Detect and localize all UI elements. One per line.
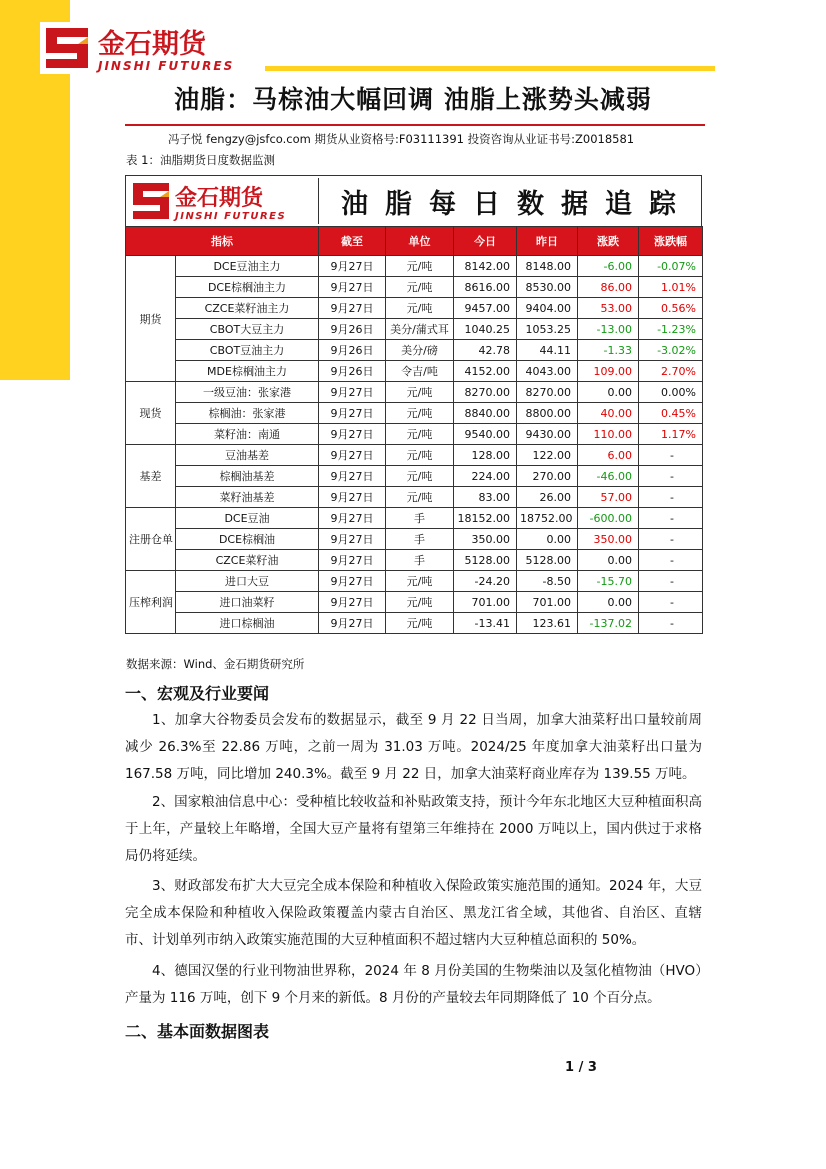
cell-date: 9月27日 bbox=[319, 445, 386, 466]
cell-date: 9月26日 bbox=[319, 361, 386, 382]
cell-change: 0.00 bbox=[578, 592, 639, 613]
cell-unit: 手 bbox=[386, 508, 454, 529]
cell-pct: - bbox=[639, 571, 703, 592]
cell-change: 0.00 bbox=[578, 550, 639, 571]
cell-yesterday: 8800.00 bbox=[517, 403, 578, 424]
table-logo-text-cn: 金石期货 bbox=[175, 186, 264, 211]
cell-indicator: MDE棕榈油主力 bbox=[176, 361, 319, 382]
cell-indicator: DCE棕榈油 bbox=[176, 529, 319, 550]
cell-date: 9月26日 bbox=[319, 319, 386, 340]
cell-yesterday: 701.00 bbox=[517, 592, 578, 613]
cell-yesterday: 0.00 bbox=[517, 529, 578, 550]
cell-pct: - bbox=[639, 508, 703, 529]
cell-unit: 美分/蒲式耳 bbox=[386, 319, 454, 340]
cell-indicator: CBOT豆油主力 bbox=[176, 340, 319, 361]
cell-date: 9月27日 bbox=[319, 592, 386, 613]
section-heading-news: 一、宏观及行业要闻 bbox=[125, 684, 270, 703]
cell-today: 9540.00 bbox=[454, 424, 517, 445]
cell-yesterday: -8.50 bbox=[517, 571, 578, 592]
row-group-label: 基差 bbox=[126, 445, 176, 508]
row-group-label: 压榨利润 bbox=[126, 571, 176, 634]
cell-change: 110.00 bbox=[578, 424, 639, 445]
cell-pct: 0.00% bbox=[639, 382, 703, 403]
table-body bbox=[126, 256, 703, 634]
cell-change: 350.00 bbox=[578, 529, 639, 550]
cell-pct: -3.02% bbox=[639, 340, 703, 361]
cell-change: 109.00 bbox=[578, 361, 639, 382]
cell-today: 8616.00 bbox=[454, 277, 517, 298]
cell-today: 350.00 bbox=[454, 529, 517, 550]
cell-yesterday: 4043.00 bbox=[517, 361, 578, 382]
logo-text-cn: 金石期货 bbox=[98, 29, 206, 60]
cell-unit: 手 bbox=[386, 550, 454, 571]
table-row bbox=[126, 277, 703, 298]
cell-today: 224.00 bbox=[454, 466, 517, 487]
table-row bbox=[126, 613, 703, 634]
cell-unit: 元/吨 bbox=[386, 592, 454, 613]
cell-unit: 手 bbox=[386, 529, 454, 550]
table-logo bbox=[126, 178, 319, 224]
news-paragraph-2: 2、国家粮油信息中心：受种植比较收益和补贴政策支持，预计今年东北地区大豆种植面积高于上年，产量较上年略增，全国大豆产量将有望第三年维持在 2000 万吨以上，国内供过于求格局仍将延续。 bbox=[125, 794, 702, 864]
cell-yesterday: 8270.00 bbox=[517, 382, 578, 403]
cell-today: 8840.00 bbox=[454, 403, 517, 424]
news-paragraph-1: 1、加拿大谷物委员会发布的数据显示，截至 9 月 22 日当周，加拿大油菜籽出口量较前周减少 26.3%至 22.86 万吨，之前一周为 31.03 万吨。2024/25 年度加拿大油菜籽出口量为 167.58 万吨，同比增加 240.3%。截至 9 月 22 日，加拿大油菜籽商业库存为 139.55 万吨。 bbox=[125, 712, 702, 782]
col-header-change: 涨跌 bbox=[578, 227, 639, 256]
cell-date: 9月27日 bbox=[319, 529, 386, 550]
cell-pct: - bbox=[639, 550, 703, 571]
row-group-label: 注册仓单 bbox=[126, 508, 176, 571]
table-row bbox=[126, 487, 703, 508]
cell-indicator: CZCE菜籽油 bbox=[176, 550, 319, 571]
cell-change: -137.02 bbox=[578, 613, 639, 634]
cell-today: 83.00 bbox=[454, 487, 517, 508]
table-logo-icon bbox=[129, 179, 315, 223]
table-row bbox=[126, 550, 703, 571]
cell-pct: 2.70% bbox=[639, 361, 703, 382]
cell-yesterday: 18752.00 bbox=[517, 508, 578, 529]
cell-yesterday: 270.00 bbox=[517, 466, 578, 487]
cell-today: 5128.00 bbox=[454, 550, 517, 571]
col-header-today: 今日 bbox=[454, 227, 517, 256]
cell-today: -13.41 bbox=[454, 613, 517, 634]
cell-pct: 1.17% bbox=[639, 424, 703, 445]
cell-date: 9月27日 bbox=[319, 613, 386, 634]
cell-pct: -0.07% bbox=[639, 256, 703, 277]
cell-change: 86.00 bbox=[578, 277, 639, 298]
cell-today: 1040.25 bbox=[454, 319, 517, 340]
cell-yesterday: 1053.25 bbox=[517, 319, 578, 340]
cell-date: 9月26日 bbox=[319, 340, 386, 361]
cell-unit: 元/吨 bbox=[386, 277, 454, 298]
company-logo bbox=[40, 22, 265, 74]
logo-mark-icon bbox=[40, 22, 265, 74]
cell-indicator: CZCE菜籽油主力 bbox=[176, 298, 319, 319]
table-row bbox=[126, 529, 703, 550]
cell-yesterday: 8530.00 bbox=[517, 277, 578, 298]
cell-change: 40.00 bbox=[578, 403, 639, 424]
table-row bbox=[126, 361, 703, 382]
cell-change: -600.00 bbox=[578, 508, 639, 529]
page-title: 油脂：马棕油大幅回调 油脂上涨势头减弱 bbox=[174, 85, 652, 114]
cell-change: -13.00 bbox=[578, 319, 639, 340]
cell-indicator: 菜籽油：南通 bbox=[176, 424, 319, 445]
cell-unit: 元/吨 bbox=[386, 571, 454, 592]
section-heading-charts: 二、基本面数据图表 bbox=[125, 1022, 270, 1041]
cell-date: 9月27日 bbox=[319, 508, 386, 529]
col-header-date: 截至 bbox=[319, 227, 386, 256]
cell-indicator: 棕榈油基差 bbox=[176, 466, 319, 487]
cell-date: 9月27日 bbox=[319, 487, 386, 508]
data-source: 数据来源：Wind、金石期货研究所 bbox=[126, 657, 305, 671]
cell-unit: 美分/磅 bbox=[386, 340, 454, 361]
data-table-container bbox=[125, 175, 702, 634]
col-header-yesterday: 昨日 bbox=[517, 227, 578, 256]
cell-change: 57.00 bbox=[578, 487, 639, 508]
table-row bbox=[126, 571, 703, 592]
row-group-label: 现货 bbox=[126, 382, 176, 445]
table-row bbox=[126, 403, 703, 424]
cell-indicator: 棕榈油：张家港 bbox=[176, 403, 319, 424]
table-row bbox=[126, 382, 703, 403]
cell-date: 9月27日 bbox=[319, 550, 386, 571]
table-header-row bbox=[126, 227, 703, 256]
cell-yesterday: 44.11 bbox=[517, 340, 578, 361]
cell-date: 9月27日 bbox=[319, 571, 386, 592]
table-row bbox=[126, 319, 703, 340]
cell-indicator: 豆油基差 bbox=[176, 445, 319, 466]
cell-indicator: CBOT大豆主力 bbox=[176, 319, 319, 340]
cell-yesterday: 26.00 bbox=[517, 487, 578, 508]
cell-change: -15.70 bbox=[578, 571, 639, 592]
table-row bbox=[126, 424, 703, 445]
cell-yesterday: 123.61 bbox=[517, 613, 578, 634]
cell-pct: - bbox=[639, 613, 703, 634]
cell-unit: 元/吨 bbox=[386, 487, 454, 508]
cell-change: -46.00 bbox=[578, 466, 639, 487]
cell-today: 18152.00 bbox=[454, 508, 517, 529]
table-caption: 表 1：油脂期货日度数据监测 bbox=[126, 153, 275, 167]
cell-yesterday: 8148.00 bbox=[517, 256, 578, 277]
cell-date: 9月27日 bbox=[319, 466, 386, 487]
cell-unit: 元/吨 bbox=[386, 256, 454, 277]
table-row bbox=[126, 340, 703, 361]
cell-today: 8270.00 bbox=[454, 382, 517, 403]
cell-indicator: 进口棕榈油 bbox=[176, 613, 319, 634]
cell-indicator: DCE棕榈油主力 bbox=[176, 277, 319, 298]
cell-date: 9月27日 bbox=[319, 424, 386, 445]
cell-today: 128.00 bbox=[454, 445, 517, 466]
table-row bbox=[126, 508, 703, 529]
cell-change: -1.33 bbox=[578, 340, 639, 361]
cell-pct: -1.23% bbox=[639, 319, 703, 340]
table-row bbox=[126, 256, 703, 277]
cell-indicator: 进口大豆 bbox=[176, 571, 319, 592]
cell-indicator: 菜籽油基差 bbox=[176, 487, 319, 508]
cell-today: 4152.00 bbox=[454, 361, 517, 382]
cell-change: 53.00 bbox=[578, 298, 639, 319]
col-header-unit: 单位 bbox=[386, 227, 454, 256]
cell-pct: - bbox=[639, 487, 703, 508]
table-row bbox=[126, 592, 703, 613]
cell-today: 9457.00 bbox=[454, 298, 517, 319]
cell-pct: 1.01% bbox=[639, 277, 703, 298]
cell-change: 6.00 bbox=[578, 445, 639, 466]
col-header-pct: 涨跌幅 bbox=[639, 227, 703, 256]
table-banner-title: 油脂每日数据追踪 bbox=[341, 188, 693, 220]
row-group-label: 期货 bbox=[126, 256, 176, 382]
col-header-indicator: 指标 bbox=[126, 227, 319, 256]
cell-yesterday: 9404.00 bbox=[517, 298, 578, 319]
logo-text-en: JINSHI FUTURES bbox=[98, 59, 235, 73]
cell-unit: 元/吨 bbox=[386, 382, 454, 403]
data-table bbox=[125, 226, 703, 634]
cell-today: 701.00 bbox=[454, 592, 517, 613]
table-logo-text-en: JINSHI FUTURES bbox=[175, 211, 287, 222]
page-number: 1 / 3 bbox=[565, 1060, 597, 1075]
cell-today: 42.78 bbox=[454, 340, 517, 361]
cell-indicator: DCE豆油主力 bbox=[176, 256, 319, 277]
cell-change: 0.00 bbox=[578, 382, 639, 403]
cell-indicator: DCE豆油 bbox=[176, 508, 319, 529]
cell-unit: 元/吨 bbox=[386, 445, 454, 466]
table-banner bbox=[125, 175, 702, 226]
cell-pct: 0.56% bbox=[639, 298, 703, 319]
cell-date: 9月27日 bbox=[319, 382, 386, 403]
cell-change: -6.00 bbox=[578, 256, 639, 277]
cell-unit: 元/吨 bbox=[386, 298, 454, 319]
cell-today: 8142.00 bbox=[454, 256, 517, 277]
cell-pct: 0.45% bbox=[639, 403, 703, 424]
cell-pct: - bbox=[639, 466, 703, 487]
table-row bbox=[126, 445, 703, 466]
cell-date: 9月27日 bbox=[319, 277, 386, 298]
author-line: 冯子悦 fengzy@jsfco.com 期货从业资格号:F03111391 投资咨询从业证书号:Z0018581 bbox=[168, 132, 635, 146]
cell-date: 9月27日 bbox=[319, 403, 386, 424]
news-paragraph-3: 3、财政部发布扩大大豆完全成本保险和种植收入保险政策实施范围的通知。2024 年，大豆完全成本保险和种植收入保险政策覆盖内蒙古自治区、黑龙江省全域，其他省、自治区、直辖市、计划单列市纳入政策实施范围的大豆种植面积不超过辖内大豆种植总面积的 50%。 bbox=[125, 878, 702, 948]
table-row bbox=[126, 466, 703, 487]
cell-indicator: 一级豆油：张家港 bbox=[176, 382, 319, 403]
cell-unit: 元/吨 bbox=[386, 613, 454, 634]
cell-today: -24.20 bbox=[454, 571, 517, 592]
cell-unit: 令吉/吨 bbox=[386, 361, 454, 382]
table-row bbox=[126, 298, 703, 319]
cell-yesterday: 9430.00 bbox=[517, 424, 578, 445]
cell-date: 9月27日 bbox=[319, 256, 386, 277]
cell-pct: - bbox=[639, 592, 703, 613]
cell-yesterday: 5128.00 bbox=[517, 550, 578, 571]
news-paragraph-4: 4、德国汉堡的行业刊物油世界称，2024 年 8 月份美国的生物柴油以及氢化植物油（HVO）产量为 116 万吨，创下 9 个月来的新低。8 月份的产量较去年同期降低了 10 个百分点。 bbox=[125, 963, 702, 1006]
cell-unit: 元/吨 bbox=[386, 403, 454, 424]
cell-unit: 元/吨 bbox=[386, 424, 454, 445]
title-divider bbox=[125, 124, 705, 126]
cell-date: 9月27日 bbox=[319, 298, 386, 319]
cell-indicator: 进口油菜籽 bbox=[176, 592, 319, 613]
cell-pct: - bbox=[639, 445, 703, 466]
cell-pct: - bbox=[639, 529, 703, 550]
cell-unit: 元/吨 bbox=[386, 466, 454, 487]
cell-yesterday: 122.00 bbox=[517, 445, 578, 466]
